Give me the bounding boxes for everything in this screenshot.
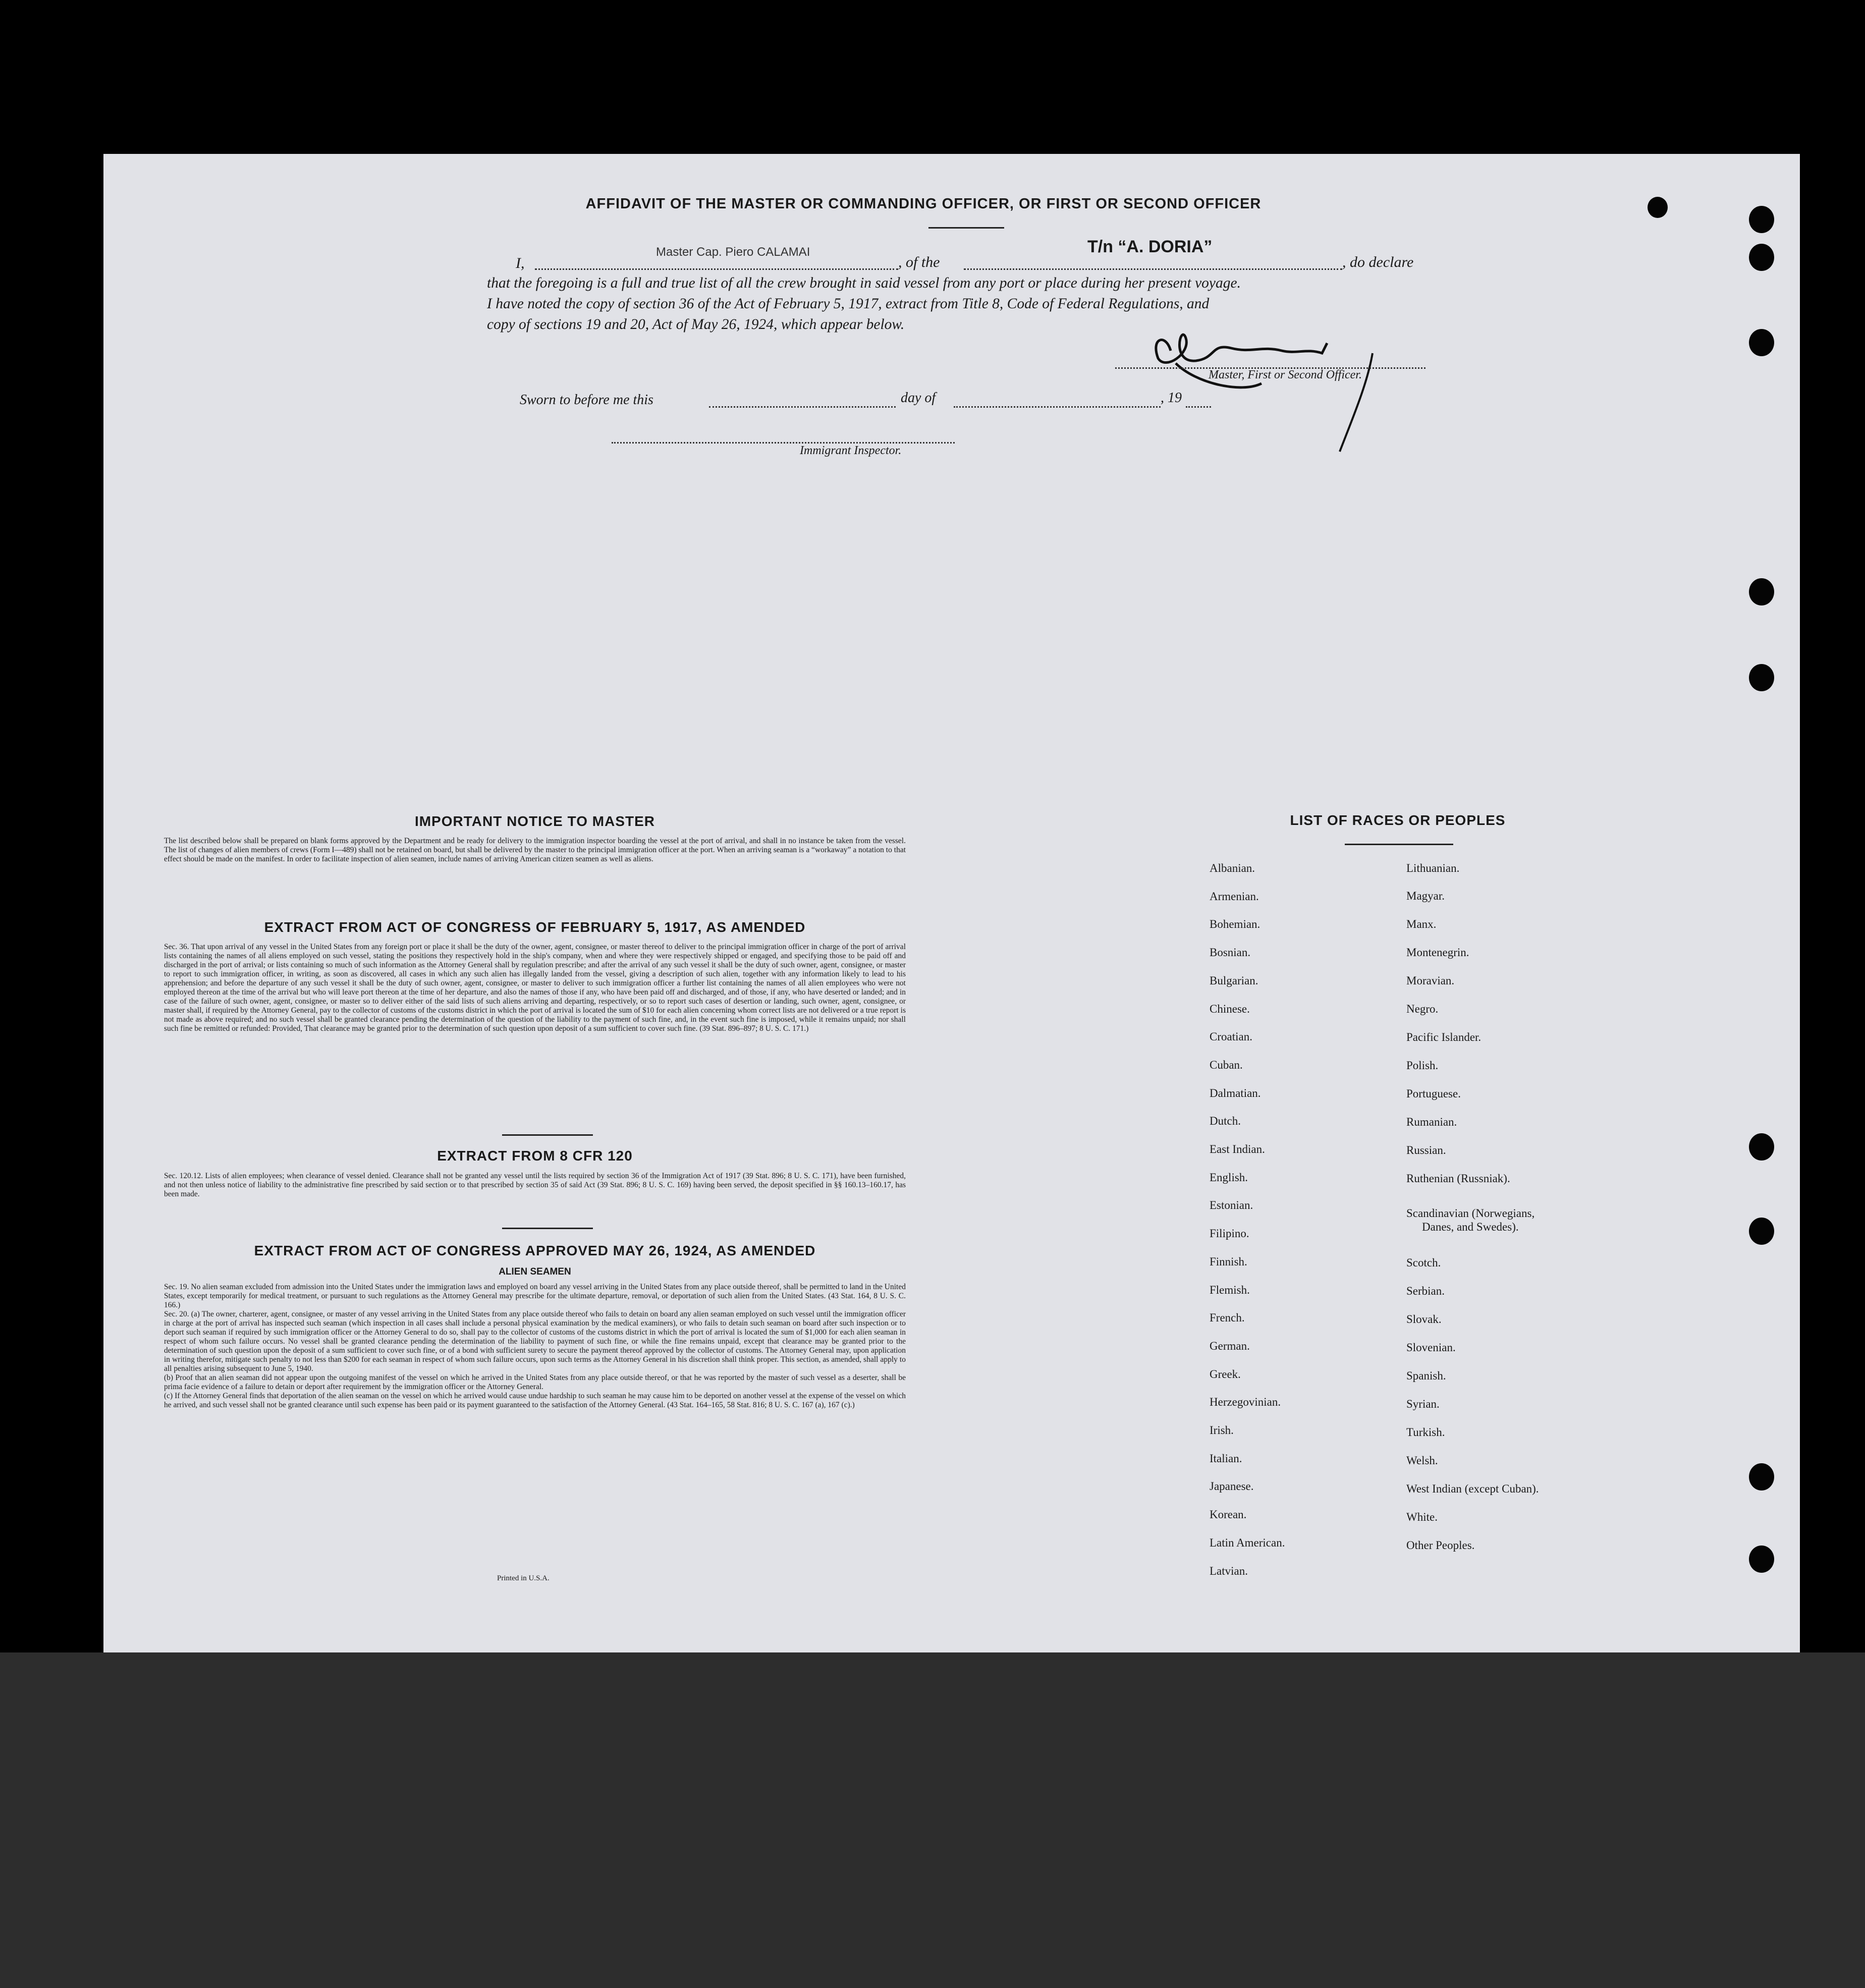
name-line bbox=[535, 268, 898, 270]
race-item: Turkish. bbox=[1406, 1426, 1445, 1439]
race-item: Armenian. bbox=[1210, 890, 1259, 903]
divider bbox=[502, 1228, 593, 1229]
divider bbox=[928, 227, 1004, 229]
race-item: Flemish. bbox=[1210, 1283, 1250, 1296]
punch-hole-icon bbox=[1749, 664, 1774, 691]
race-item: Magyar. bbox=[1406, 890, 1445, 902]
race-item: White. bbox=[1406, 1511, 1438, 1523]
race-item: Manx. bbox=[1406, 918, 1437, 930]
race-item: Spanish. bbox=[1406, 1369, 1446, 1382]
extract-1917-title: EXTRACT FROM ACT OF CONGRESS OF FEBRUARY 5, 1917, AS AMENDED bbox=[264, 919, 806, 935]
race-item: Dalmatian. bbox=[1210, 1086, 1261, 1099]
race-item: Scandinavian (Norwegians, bbox=[1406, 1207, 1535, 1220]
punch-hole-icon bbox=[1749, 1463, 1774, 1490]
punch-hole-icon bbox=[1749, 578, 1774, 605]
statement-line-3: copy of sections 19 and 20, Act of May 26, 1924, which appear below. bbox=[487, 316, 905, 333]
race-item: Italian. bbox=[1210, 1452, 1242, 1465]
extract-1924-subtitle: ALIEN SEAMEN bbox=[499, 1266, 571, 1277]
race-item: Montenegrin. bbox=[1406, 946, 1469, 959]
notice-title: IMPORTANT NOTICE TO MASTER bbox=[414, 813, 655, 829]
sec-20c: (c) If the Attorney General finds that deportation of the alien seaman on the vessel on which he arrived would cause undue hardship to such seaman he may cause him to be deported on another vessel at the expense of the vessel on which he arrived, and such vessel shall not be granted clearance until such expense has been paid or its payment guaranteed to the satisfaction of the Attorney General. (43 Stat. 164–165, 58 Stat. 816; 8 U. S. C. 167 (a), 167 (c).) bbox=[164, 1392, 906, 1409]
race-item: Filipino. bbox=[1210, 1227, 1249, 1240]
sec-19: Sec. 19. No alien seaman excluded from admission into the United States under the immigration laws and employed on board any vessel arriving in the United States from any place outside thereof, shall be permitted to land in the United States, except temporarily for medical treatment, or pursuant to such regulations as the Attorney General may prescribe for the ultimate departure, removal, or deportation of such alien from the United States. (43 Stat. 164, 8 U. S. C. 166.) bbox=[164, 1283, 906, 1309]
race-item: English. bbox=[1210, 1171, 1248, 1184]
extract-1924-body bbox=[164, 1283, 906, 1410]
printed-note: Printed in U.S.A. bbox=[497, 1574, 550, 1582]
race-item: East Indian. bbox=[1210, 1143, 1265, 1155]
race-item: Latin American. bbox=[1210, 1536, 1285, 1549]
inspector-label: Immigrant Inspector. bbox=[800, 444, 902, 457]
statement-line-1: that the foregoing is a full and true list of all the crew brought in said vessel from any port or place during her present voyage. bbox=[487, 275, 1241, 291]
race-item: Bohemian. bbox=[1210, 918, 1260, 931]
punch-hole-icon bbox=[1749, 1545, 1774, 1573]
inspector-line bbox=[612, 442, 955, 444]
punch-hole-icon bbox=[1749, 206, 1774, 233]
race-item: Polish. bbox=[1406, 1059, 1439, 1072]
race-item: Ruthenian (Russniak). bbox=[1406, 1172, 1510, 1185]
master-name: Master Cap. Piero CALAMAI bbox=[656, 245, 810, 259]
race-item: Negro. bbox=[1406, 1003, 1439, 1015]
race-item: Finnish. bbox=[1210, 1255, 1247, 1268]
extract-1917-body: Sec. 36. That upon arrival of any vessel in the United States from any foreign port or place it shall be the duty of the owner, agent, consignee, or master thereof to deliver to the principal immigration officer in charge of the port of arrival lists containing the names of all aliens employed on such vessel, stating the positions they respectively hold in the ship's company, when and where they were respectively shipped or engaged, and specifying those to be paid off and discharged in the port of arrival; or lists containing so much of such information as the Attorney General shall by regulation prescribe; and after the arrival of any such vessel it shall be the duty of such owner, agent, consignee, or master to report to such immigration officer, in writing, as soon as discovered, all cases in which any such alien has illegally landed from the vessel, giving a description of such alien, together with any information likely to lead to his apprehension; and before the departure of any such vessel it shall be the duty of such owner, agent, consignee, or master to deliver to such immigration officer a further list containing the names of all alien employees who were not employed thereon at the time of the arrival but who will leave port thereon at the time of her departure, and also the names of those if any, who have been paid off and discharged, and of those, if any, who have deserted or landed; and in case of the failure of such owner, agent, consignee, or master so to deliver either of the said lists of such aliens arriving and departing, respectively, or so to report such cases of desertion or landing, such owner, agent, consignee, or master shall, if required by the Attorney General, pay to the collector of customs of the customs district in which the port of arrival is located the sum of $10 for each alien concerning whom correct lists are not delivered or a true report is not made as above required; and no such vessel shall be granted clearance pending the determination of the question of the liability to the payment of such fine, and, in the event such fine is imposed, while it remains unpaid; nor shall such fine be remitted or refunded: Provided, That clearance may be granted prior to the determination of such question upon deposit of a sum sufficient to cover such fine. (39 Stat. 896–897; 8 U. S. C. 171.) bbox=[164, 943, 906, 1033]
race-item: Russian. bbox=[1406, 1144, 1446, 1156]
race-item: Bulgarian. bbox=[1210, 974, 1258, 987]
race-item: Moravian. bbox=[1406, 974, 1455, 987]
race-item: Herzegovinian. bbox=[1210, 1396, 1281, 1409]
race-item: Greek. bbox=[1210, 1367, 1241, 1380]
race-item: Chinese. bbox=[1210, 1002, 1250, 1015]
sworn-month-line bbox=[954, 406, 1161, 408]
race-item: Croatian. bbox=[1210, 1030, 1252, 1043]
punch-hole-icon bbox=[1648, 197, 1668, 218]
divider bbox=[1345, 844, 1453, 845]
race-item: Slovak. bbox=[1406, 1313, 1442, 1326]
i-label: I, bbox=[516, 255, 525, 271]
race-item: Danes, and Swedes). bbox=[1422, 1221, 1519, 1233]
race-item: Estonian. bbox=[1210, 1199, 1253, 1212]
race-item: Albanian. bbox=[1210, 862, 1255, 874]
race-item: Serbian. bbox=[1406, 1285, 1445, 1297]
form-sheet bbox=[103, 154, 1800, 1652]
scan-background bbox=[0, 1652, 1865, 1988]
punch-hole-icon bbox=[1749, 1218, 1774, 1245]
sworn-day-line bbox=[709, 406, 896, 408]
of-the-label: , of the bbox=[898, 254, 940, 270]
race-item: Other Peoples. bbox=[1406, 1539, 1475, 1552]
race-item: West Indian (except Cuban). bbox=[1406, 1482, 1539, 1495]
divider bbox=[502, 1134, 593, 1136]
race-item: Bosnian. bbox=[1210, 946, 1251, 959]
extract-cfr-body: Sec. 120.12. Lists of alien employees; when clearance of vessel denied. Clearance shall not be granted any vessel until the lists required by section 36 of the Immigration Act of 1917 (39 Stat. 896; 8 U. S. C. 171), have been furnished, and not then unless notice of liability to the administrative fine prescribed by said section or to that prescribed by section 35 of said Act (39 Stat. 896; 8 U. S. C. 169) having been served, the deposit specified in §§ 160.13–160.17, has been made. bbox=[164, 1172, 906, 1198]
vessel-line bbox=[964, 268, 1342, 270]
extract-cfr-title: EXTRACT FROM 8 CFR 120 bbox=[437, 1148, 633, 1164]
vessel-name: T/n “A. DORIA” bbox=[1087, 237, 1213, 256]
do-declare-label: , do declare bbox=[1342, 254, 1414, 270]
race-item: French. bbox=[1210, 1311, 1245, 1324]
race-item: Cuban. bbox=[1210, 1058, 1243, 1071]
race-item: Welsh. bbox=[1406, 1454, 1438, 1467]
race-item: Latvian. bbox=[1210, 1564, 1248, 1577]
race-item: Slovenian. bbox=[1406, 1341, 1456, 1354]
punch-hole-icon bbox=[1749, 329, 1774, 356]
punch-hole-icon bbox=[1749, 244, 1774, 271]
sec-20a: Sec. 20. (a) The owner, charterer, agent, consignee, or master of any vessel arriving in the United States from any place outside thereof who fails to detain on board any alien seaman employed on such vessel until the immigration officer in charge at the port of arrival has inspected such seaman (which inspection in all cases shall include a personal physical examination by the medical examiners), or who fails to detain such seaman on board after such inspection or to deport such seaman if required by such immigration officer or the Attorney General to do so, shall pay to the collector of customs of the customs district in which the port of arrival is located the sum of $1,000 for each alien seaman in respect of whom such failure occurs. No vessel shall be granted clearance pending the determination of the liability to payment of such fine, or while the fine remains unpaid, except that clearance may be granted prior to the determination of such question upon the deposit of a sum sufficient to cover such fine, or of a bond with sufficient surety to secure the payment thereof approved by the collector of customs. The Attorney General may, upon application in writing therefor, mitigate such penalty to not less than $200 for each seaman in respect of whom such failure occurs, upon such terms as the Attorney General in his discretion shall think proper. This section, as amended, shall apply to all penalties arising subsequent to June 5, 1940. bbox=[164, 1310, 906, 1373]
races-title: LIST OF RACES OR PEOPLES bbox=[1290, 812, 1506, 828]
sworn-label: Sworn to before me this bbox=[520, 392, 653, 408]
day-of-label: day of bbox=[901, 390, 936, 406]
race-item: Irish. bbox=[1210, 1424, 1234, 1437]
race-item: Portuguese. bbox=[1406, 1087, 1461, 1100]
notice-body: The list described below shall be prepared on blank forms approved by the Department and be ready for delivery to the immigration inspector boarding the vessel at the port of arrival, and shall in no instance be taken from the vessel. The list of changes of alien members of crews (Form I—489) shall not be retained on board, but shall be delivered by the master to the principal immigration officer at the port. When an arriving seaman is a “workaway” a notation to that effect should be made on the manifest. In order to facilitate inspection of alien seamen, include names of arriving American citizen seamen as well as aliens. bbox=[164, 837, 906, 863]
signature-label: Master, First or Second Officer. bbox=[1209, 368, 1362, 381]
race-item: German. bbox=[1210, 1339, 1250, 1352]
race-item: Pacific Islander. bbox=[1406, 1031, 1482, 1043]
race-item: Dutch. bbox=[1210, 1115, 1241, 1128]
signature-icon bbox=[1110, 323, 1393, 464]
race-item: Scotch. bbox=[1406, 1256, 1441, 1269]
race-item: Korean. bbox=[1210, 1508, 1247, 1521]
extract-1924-title: EXTRACT FROM ACT OF CONGRESS APPROVED MAY 26, 1924, AS AMENDED bbox=[254, 1243, 816, 1258]
race-item: Japanese. bbox=[1210, 1480, 1254, 1493]
sec-20b: (b) Proof that an alien seaman did not appear upon the outgoing manifest of the vessel on which he arrived in the United States from any place outside thereof, or that he was reported by the master of such vessel as a deserter, shall be prima facie evidence of a failure to detain or deport after requirement by the immigration officer or the Attorney General. bbox=[164, 1373, 906, 1391]
punch-hole-icon bbox=[1749, 1133, 1774, 1161]
sworn-year-line bbox=[1186, 406, 1211, 408]
affidavit-title: AFFIDAVIT OF THE MASTER OR COMMANDING OFFICER, OR FIRST OR SECOND OFFICER bbox=[585, 196, 1261, 212]
statement-line-2: I have noted the copy of section 36 of the Act of February 5, 1917, extract from Title 8, Code of Federal Regulations, and bbox=[487, 296, 1210, 312]
year-label: , 19 bbox=[1161, 390, 1182, 406]
race-item: Syrian. bbox=[1406, 1398, 1440, 1410]
race-item: Rumanian. bbox=[1406, 1116, 1457, 1128]
race-item: Lithuanian. bbox=[1406, 862, 1460, 874]
